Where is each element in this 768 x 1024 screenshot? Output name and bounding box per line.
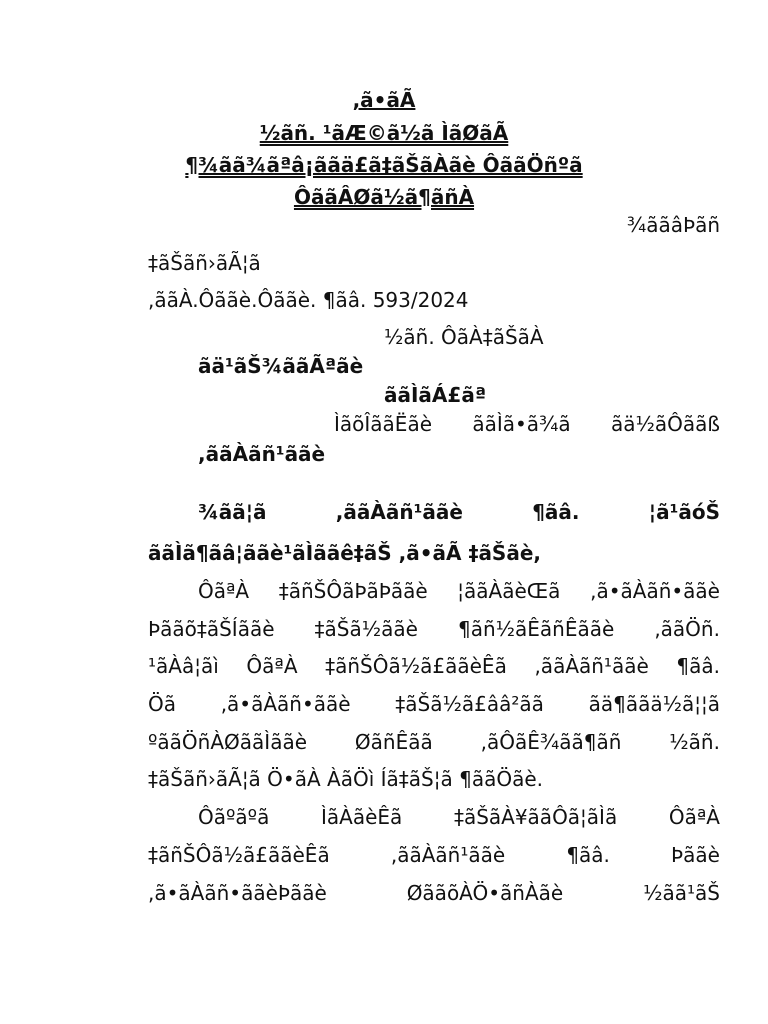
word: ½ãñ.: [669, 730, 720, 754]
party-accused-label: ,ããÀãñ¹ããè: [198, 442, 326, 466]
word: ¶ãâ.: [566, 843, 610, 867]
heading-line-2: ½ãñ. ¹ãÆ©ã½ã ÌãØãÃ: [259, 121, 509, 145]
court-name: ‡ãŠãñ›ãÃ¦ã: [148, 251, 261, 275]
body-line-5: [148, 728, 720, 756]
word: Þããè: [671, 843, 720, 867]
court-location: ¾ããâÞãñ: [626, 213, 720, 237]
word: ¦ã¹ãóŠ: [648, 500, 720, 524]
word: ,ããÀãñ¹ããè: [534, 654, 649, 678]
word: ‡ãŠã½ã£ââ²ãã: [395, 692, 544, 716]
word: ,ã•ãÀãñ•ããè: [220, 692, 351, 716]
word: ÔãªÀ: [668, 805, 720, 829]
word: ,ããÖñ.: [654, 617, 720, 641]
section-title-line-2: ããÌã¶ãâ¦ããè¹ãÌããê‡ãŠ ,ã•ãÃ ‡ãŠãè,: [148, 541, 541, 565]
word: ,ããÀãñ¹ããè: [335, 500, 463, 524]
word: ¶ããÖãè.: [459, 767, 543, 791]
body2-line-3: [148, 879, 720, 907]
word: Öã: [148, 692, 176, 716]
word: ¾ãã¦ã: [198, 500, 267, 524]
word: Íã‡ãŠ¦ã: [380, 767, 453, 791]
body2-line-2: [148, 841, 720, 869]
word: ¦ããÀãèŒã: [457, 579, 561, 603]
body2-line-1: [198, 803, 720, 831]
word: ØãñÊãã: [354, 730, 433, 754]
section-title-line-1: [198, 498, 720, 526]
word: ,ã•ãÀãñ•ããèÞããè: [148, 881, 327, 905]
word: ½ãã¹ãŠ: [643, 881, 720, 905]
word: ‡ãñŠÔã½ã£ããèÊã: [148, 843, 330, 867]
party-accused-name: [334, 410, 720, 438]
word: ‡ãŠãñ›ãÃ¦ã: [148, 767, 261, 791]
word: ÌãÀãèÊã: [321, 805, 403, 829]
word: ‡ãŠã½ããè: [314, 617, 418, 641]
word: ¶ãâ.: [676, 654, 720, 678]
party-complainant: ãä¹ãŠ¾ããÃªãè: [198, 354, 364, 378]
word: ,ã•ãÀãñ•ããè: [590, 579, 720, 603]
word: ÀãÖì: [327, 767, 375, 791]
case-number: ,ããÀ.Ôããè.Ôããè. ¶ãâ. 593/2024: [148, 288, 469, 312]
word: ØããõÀÖ•ãñÀãè: [406, 881, 564, 905]
word: ,ãÔãÊ¾ãã¶ãñ: [480, 730, 622, 754]
word: ÔãªÀ: [246, 654, 298, 678]
heading-line-1: ,ã•ãÃ: [352, 88, 416, 112]
word: Þããõ‡ãŠÍããè: [148, 617, 275, 641]
word: ¶ãñ½ãÊãñÊããè: [457, 617, 615, 641]
word: ‡ãŠãÀ¥ããÔã¦ãÌã: [453, 805, 618, 829]
body-line-1: [198, 577, 720, 605]
word: ÔãªÀ: [198, 579, 250, 603]
body-line-2: [148, 615, 720, 643]
word: ÌãõÎããËãè: [334, 412, 432, 436]
word: ,ããÀãñ¹ããè: [390, 843, 506, 867]
word: ‡ãñŠÔãÞãÞããè: [278, 579, 428, 603]
body-line-6: [148, 765, 543, 793]
body-line-4: [148, 690, 720, 718]
case-title: ½ãñ. ÔãÀ‡ãŠãÀ: [384, 325, 544, 349]
word: ºããÖñÀØããÌããè: [148, 730, 308, 754]
word: ¶ãâ.: [532, 500, 580, 524]
word: ãä¶ããä½ã¦¦ã: [588, 692, 720, 716]
heading-line-4: ÔããÂØã½ã¶ãñÀ: [293, 185, 475, 209]
word: Ö•ãÀ: [267, 767, 321, 791]
word: ãä½ãÔããß: [610, 412, 720, 436]
heading-line-3: ¶¾ãã¾ãªâ¡ããä£ã‡ãŠãÀãè ÔããÖñºã: [185, 153, 583, 177]
party-versus: ããÌãÁ£ãª: [384, 383, 487, 407]
word: ¹ãÀâ¦ãì: [148, 654, 219, 678]
word: Ôãºãºã: [198, 805, 270, 829]
word: ããÌã•ã¾ã: [472, 412, 571, 436]
body-line-3: [148, 652, 720, 680]
word: ‡ãñŠÔã½ã£ããèÊã: [325, 654, 507, 678]
